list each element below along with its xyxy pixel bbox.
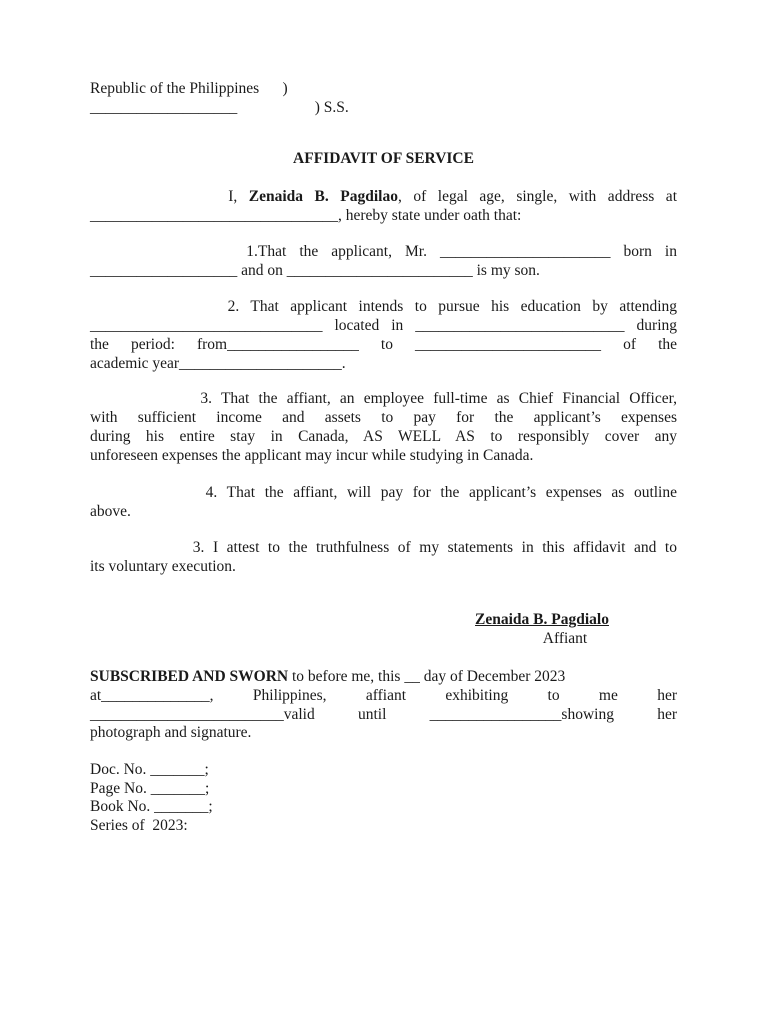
ss-line: ___________________ ) S.S. [90, 99, 349, 116]
series-of: Series of 2023: [90, 817, 188, 834]
para2-line-4: academic year_____________________. [90, 355, 346, 372]
para1-line-2: ___________________ and on ________________________ is my son. [90, 262, 540, 279]
para5-line-2: its voluntary execution. [90, 558, 236, 575]
para4-line-2: above. [90, 503, 131, 520]
para-text: 2. That applicant intends to pursue his education by attending [90, 298, 677, 315]
para-text: ______________________________ located in ___________________________ during [90, 317, 677, 334]
jurat-line-3 [90, 705, 677, 724]
jurat-line-2 [90, 686, 677, 705]
jurat-line-4: photograph and signature. [90, 724, 252, 741]
document-title: AFFIDAVIT OF SERVICE [293, 150, 474, 167]
republic-line: Republic of the Philippines ) [90, 80, 288, 97]
intro-text: I, [90, 188, 249, 205]
jurat-line-1 [90, 667, 677, 686]
para3-line-3 [90, 427, 677, 446]
para3-line-2 [90, 408, 677, 427]
affiant-label: Affiant [542, 630, 588, 647]
para-text: 3. I attest to the truthfulness of my statements in this affidavit and to [90, 539, 677, 556]
para2-line-3 [90, 335, 677, 354]
para-text: during his entire stay in Canada, AS WELL AS to responsibly cover any [90, 428, 677, 445]
affiant-signature-name: Zenaida B. Pagdialo [475, 611, 609, 628]
intro-line-1 [90, 187, 677, 206]
intro-line-2: ________________________________, hereby state under oath that: [90, 207, 522, 224]
para1-line-1 [90, 242, 677, 261]
jurat-heading: SUBSCRIBED AND SWORN [90, 668, 289, 685]
para-text: the period: from_________________ to ________________________ of the [90, 336, 677, 353]
jurat-text: to before me, this __ day of December 2023 [288, 668, 566, 685]
jurat-text: _________________________valid until _________________showing her [90, 706, 677, 723]
book-no: Book No. _______; [90, 798, 213, 815]
para2-line-2 [90, 316, 677, 335]
para-text: with sufficient income and assets to pay for the applicant’s expenses [90, 409, 677, 426]
intro-text: , of legal age, single, with address at [397, 188, 677, 205]
para-text: 4. That the affiant, will pay for the applicant’s expenses as outline [90, 484, 677, 501]
para3-line-1 [90, 389, 677, 408]
para-text: 1.That the applicant, Mr. ______________________ born in [90, 243, 677, 260]
para4-line-1 [90, 483, 677, 502]
doc-no: Doc. No. _______; [90, 761, 209, 778]
para5-line-1 [90, 538, 677, 557]
jurat-text: at______________, Philippines, affiant exhibiting to me her [90, 687, 677, 704]
para2-line-1 [90, 297, 677, 316]
para3-line-4: unforeseen expenses the applicant may incur while studying in Canada. [90, 447, 534, 464]
affiant-name-inline: Zenaida B. Pagdilao [248, 188, 398, 205]
page-no: Page No. _______; [90, 780, 210, 797]
para-text: 3. That the affiant, an employee full-time as Chief Financial Officer, [90, 390, 677, 407]
